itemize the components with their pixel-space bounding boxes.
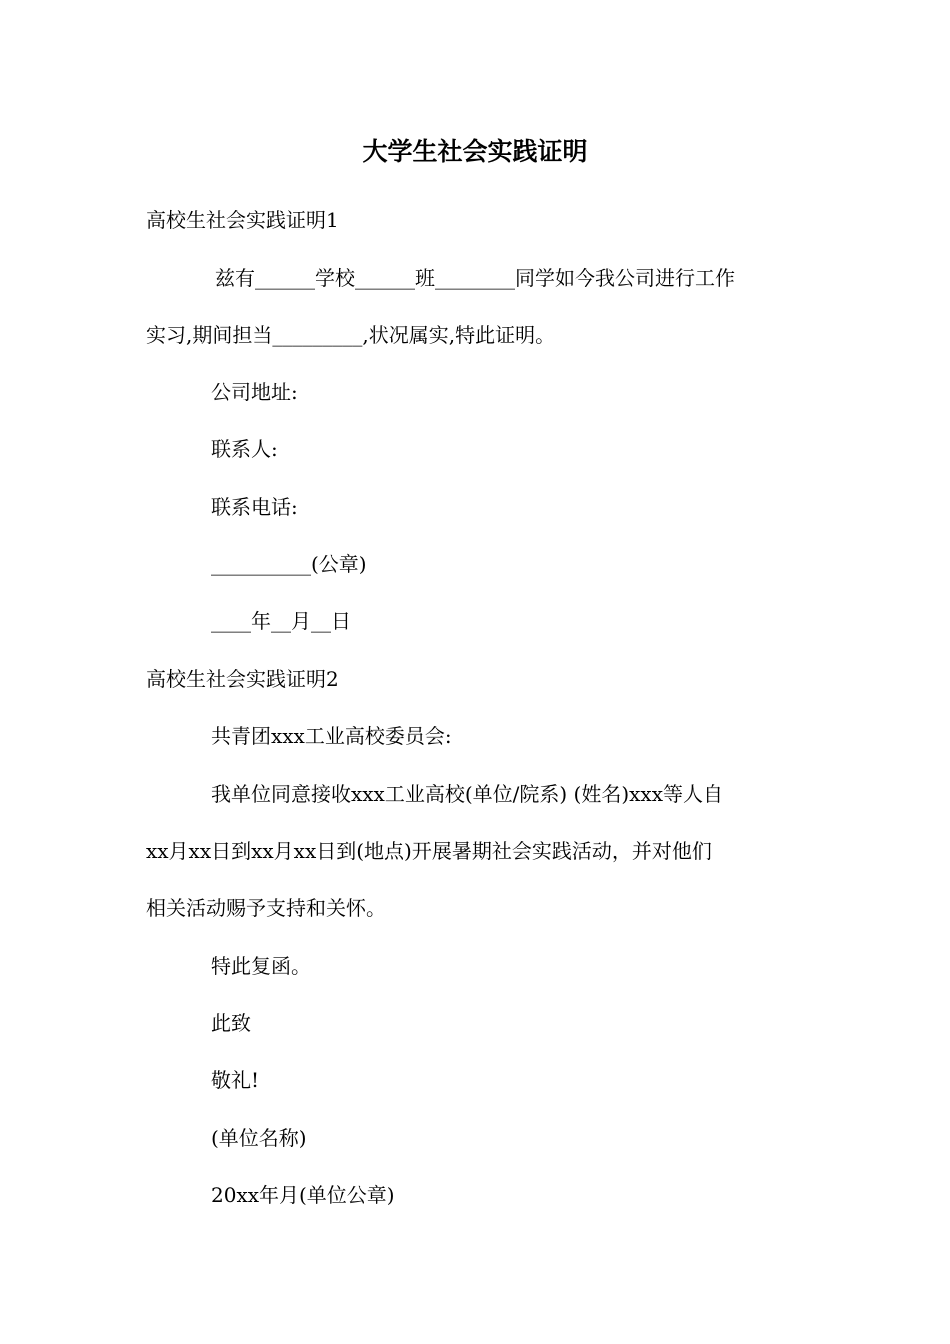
contact-phone-label: 联系电话:: [211, 495, 298, 519]
salutation-line1: 此致: [211, 1011, 251, 1035]
document-title: 大学生社会实践证明: [362, 137, 588, 166]
section2-body-line3: 相关活动赐予支持和关怀。: [146, 896, 386, 920]
section2-body-line1: 我单位同意接收xxx工业高校(单位/院系) (姓名)xxx等人自: [211, 782, 723, 806]
section1-body-line1: 兹有______学校______班________同学如今我公司进行工作: [215, 266, 735, 290]
section1-body-line2: 实习,期间担当_________,状况属实,特此证明。: [146, 323, 556, 347]
date-seal-line: 20xx年月(单位公章): [211, 1183, 395, 1207]
closing-line: 特此复函。: [211, 954, 311, 978]
addressee-line: 共青团xxx工业高校委员会:: [211, 724, 452, 748]
salutation-line2: 敬礼!: [211, 1068, 260, 1092]
section1-heading: 高校生社会实践证明1: [146, 208, 339, 232]
section2-heading: 高校生社会实践证明2: [146, 667, 339, 691]
unit-name-line: (单位名称): [211, 1126, 307, 1150]
company-address-label: 公司地址:: [211, 380, 298, 404]
contact-person-label: 联系人:: [211, 437, 278, 461]
seal-line: __________(公章): [211, 552, 367, 576]
date-line: ____年__月__日: [211, 609, 351, 633]
section2-body-line2: xx月xx日到xx月xx日到(地点)开展暑期社会实践活动，并对他们: [146, 839, 712, 863]
